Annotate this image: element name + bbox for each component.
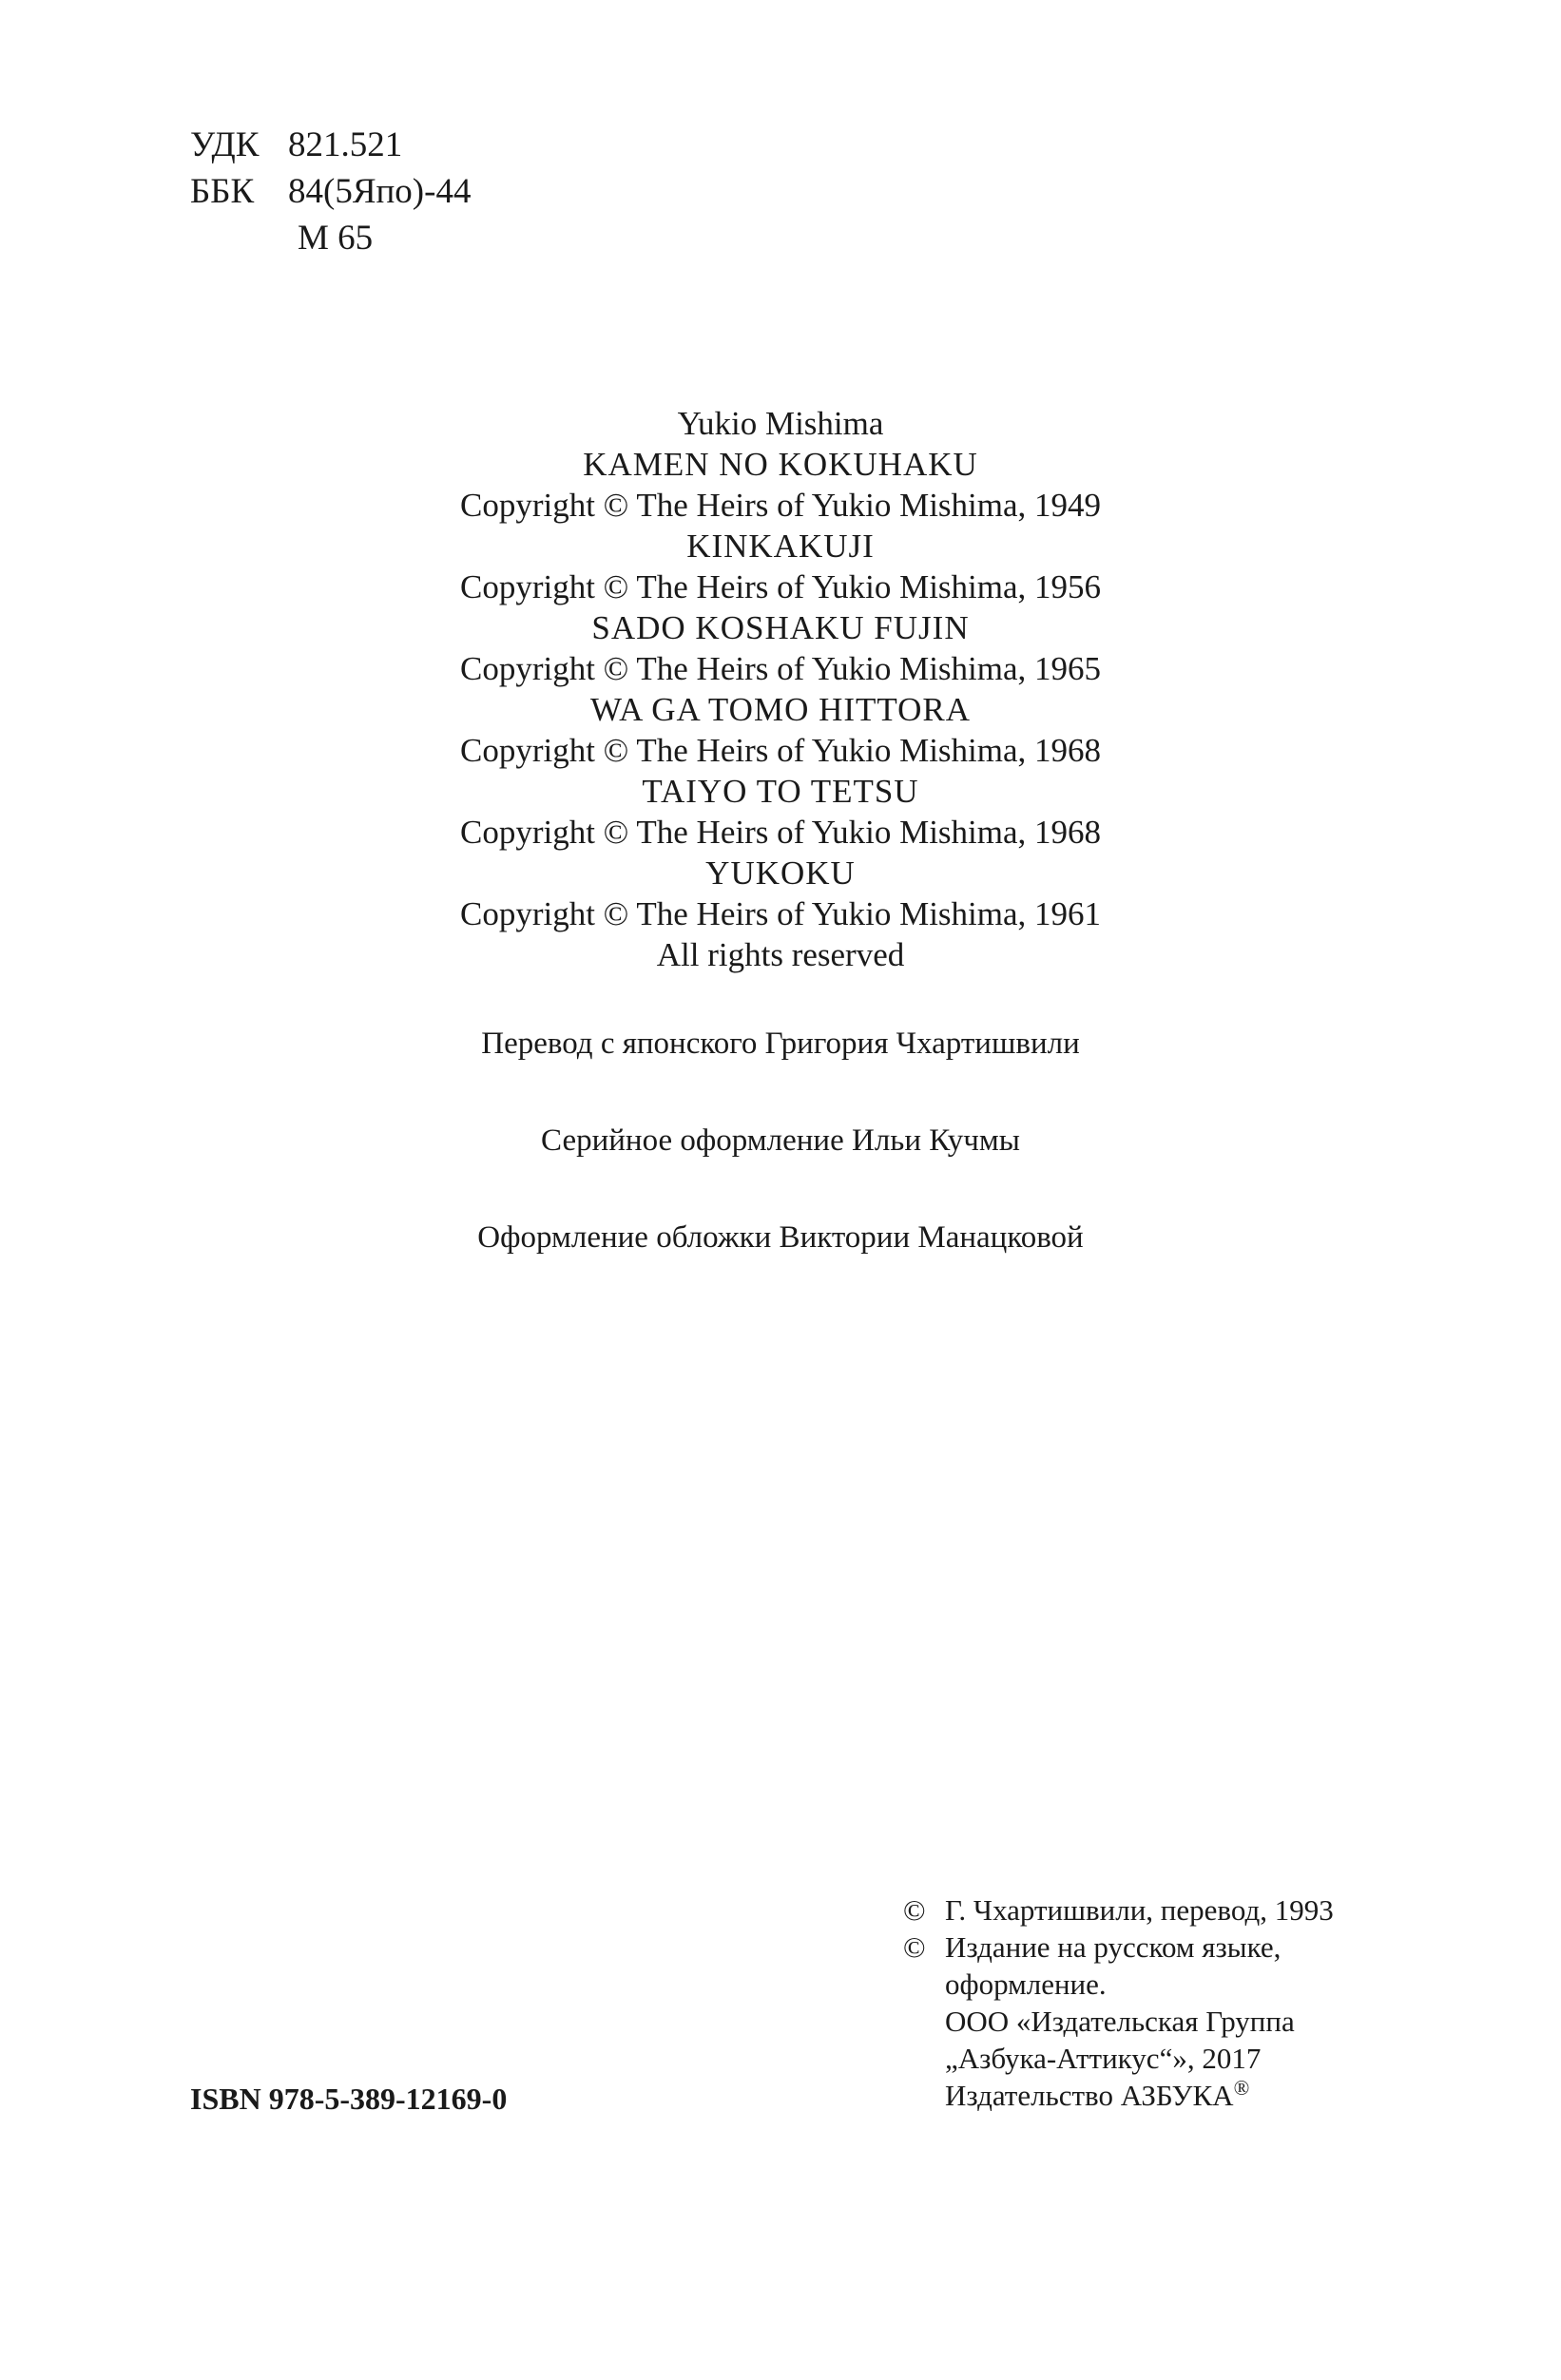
copyright-icon: © bbox=[903, 1930, 926, 1964]
work-copyright: Copyright © The Heirs of Yukio Mishima, 1956 bbox=[459, 568, 1102, 605]
cover-design-credit: Оформление обложки Виктории Манацковой bbox=[477, 1220, 1084, 1255]
original-author: Yukio Mishima bbox=[677, 405, 884, 442]
work-title: KAMEN NO KOKUHAKU bbox=[583, 446, 978, 483]
work-copyright: Copyright © The Heirs of Yukio Mishima, 1961 bbox=[459, 895, 1102, 932]
author-mark: М 65 bbox=[298, 219, 374, 258]
udk-value: 821.521 bbox=[288, 125, 403, 164]
edition-copyright bbox=[903, 1929, 1334, 1966]
isbn: ISBN 978-5-389-12169-0 bbox=[190, 2082, 508, 2116]
work-title: YUKOKU bbox=[705, 854, 856, 892]
work-copyright: Copyright © The Heirs of Yukio Mishima, 1949 bbox=[459, 487, 1102, 524]
work-copyright: Copyright © The Heirs of Yukio Mishima, 1968 bbox=[459, 814, 1102, 851]
edition-copyright-text: оформление. bbox=[945, 1967, 1107, 2001]
udk-row bbox=[190, 122, 471, 168]
publisher-name: Издательство АЗБУКА bbox=[945, 2079, 1234, 2112]
edition-copyright-text: Издание на русском языке, bbox=[945, 1930, 1282, 1964]
bbk-value: 84(5Япо)-44 bbox=[288, 172, 472, 211]
udk-label: УДК bbox=[190, 125, 260, 164]
publisher-line bbox=[903, 2077, 1334, 2114]
translation-credit: Перевод с японского Григория Чхартишвили bbox=[481, 1027, 1080, 1061]
work-copyright: Copyright © The Heirs of Yukio Mishima, 1965 bbox=[459, 650, 1102, 687]
translation-copyright-text: Г. Чхартишвили, перевод, 1993 bbox=[945, 1893, 1334, 1927]
work-title: KINKAKUJI bbox=[686, 528, 875, 565]
work-title: TAIYO TO TETSU bbox=[642, 773, 919, 810]
bbk-row bbox=[190, 168, 471, 215]
work-copyright: Copyright © The Heirs of Yukio Mishima, 1968 bbox=[459, 732, 1102, 769]
russian-copyright-block bbox=[903, 1891, 1334, 2114]
all-rights-reserved: All rights reserved bbox=[656, 936, 905, 973]
edition-copyright-text: ООО «Издательская Группа bbox=[945, 2005, 1295, 2038]
registered-trademark-icon: ® bbox=[1233, 2076, 1250, 2100]
copyright-icon: © bbox=[903, 1893, 926, 1927]
series-design-credit: Серийное оформление Ильи Кучмы bbox=[541, 1123, 1020, 1158]
work-title: WA GA TOMO HITTORA bbox=[589, 691, 972, 728]
classification-block bbox=[190, 122, 471, 261]
work-title: SADO KOSHAKU FUJIN bbox=[591, 609, 970, 646]
rights-block bbox=[0, 403, 1561, 975]
edition-copyright-text: „Азбука-Аттикус“», 2017 bbox=[945, 2042, 1262, 2075]
translation-copyright bbox=[903, 1891, 1334, 1929]
bbk-label: ББК bbox=[190, 172, 255, 211]
